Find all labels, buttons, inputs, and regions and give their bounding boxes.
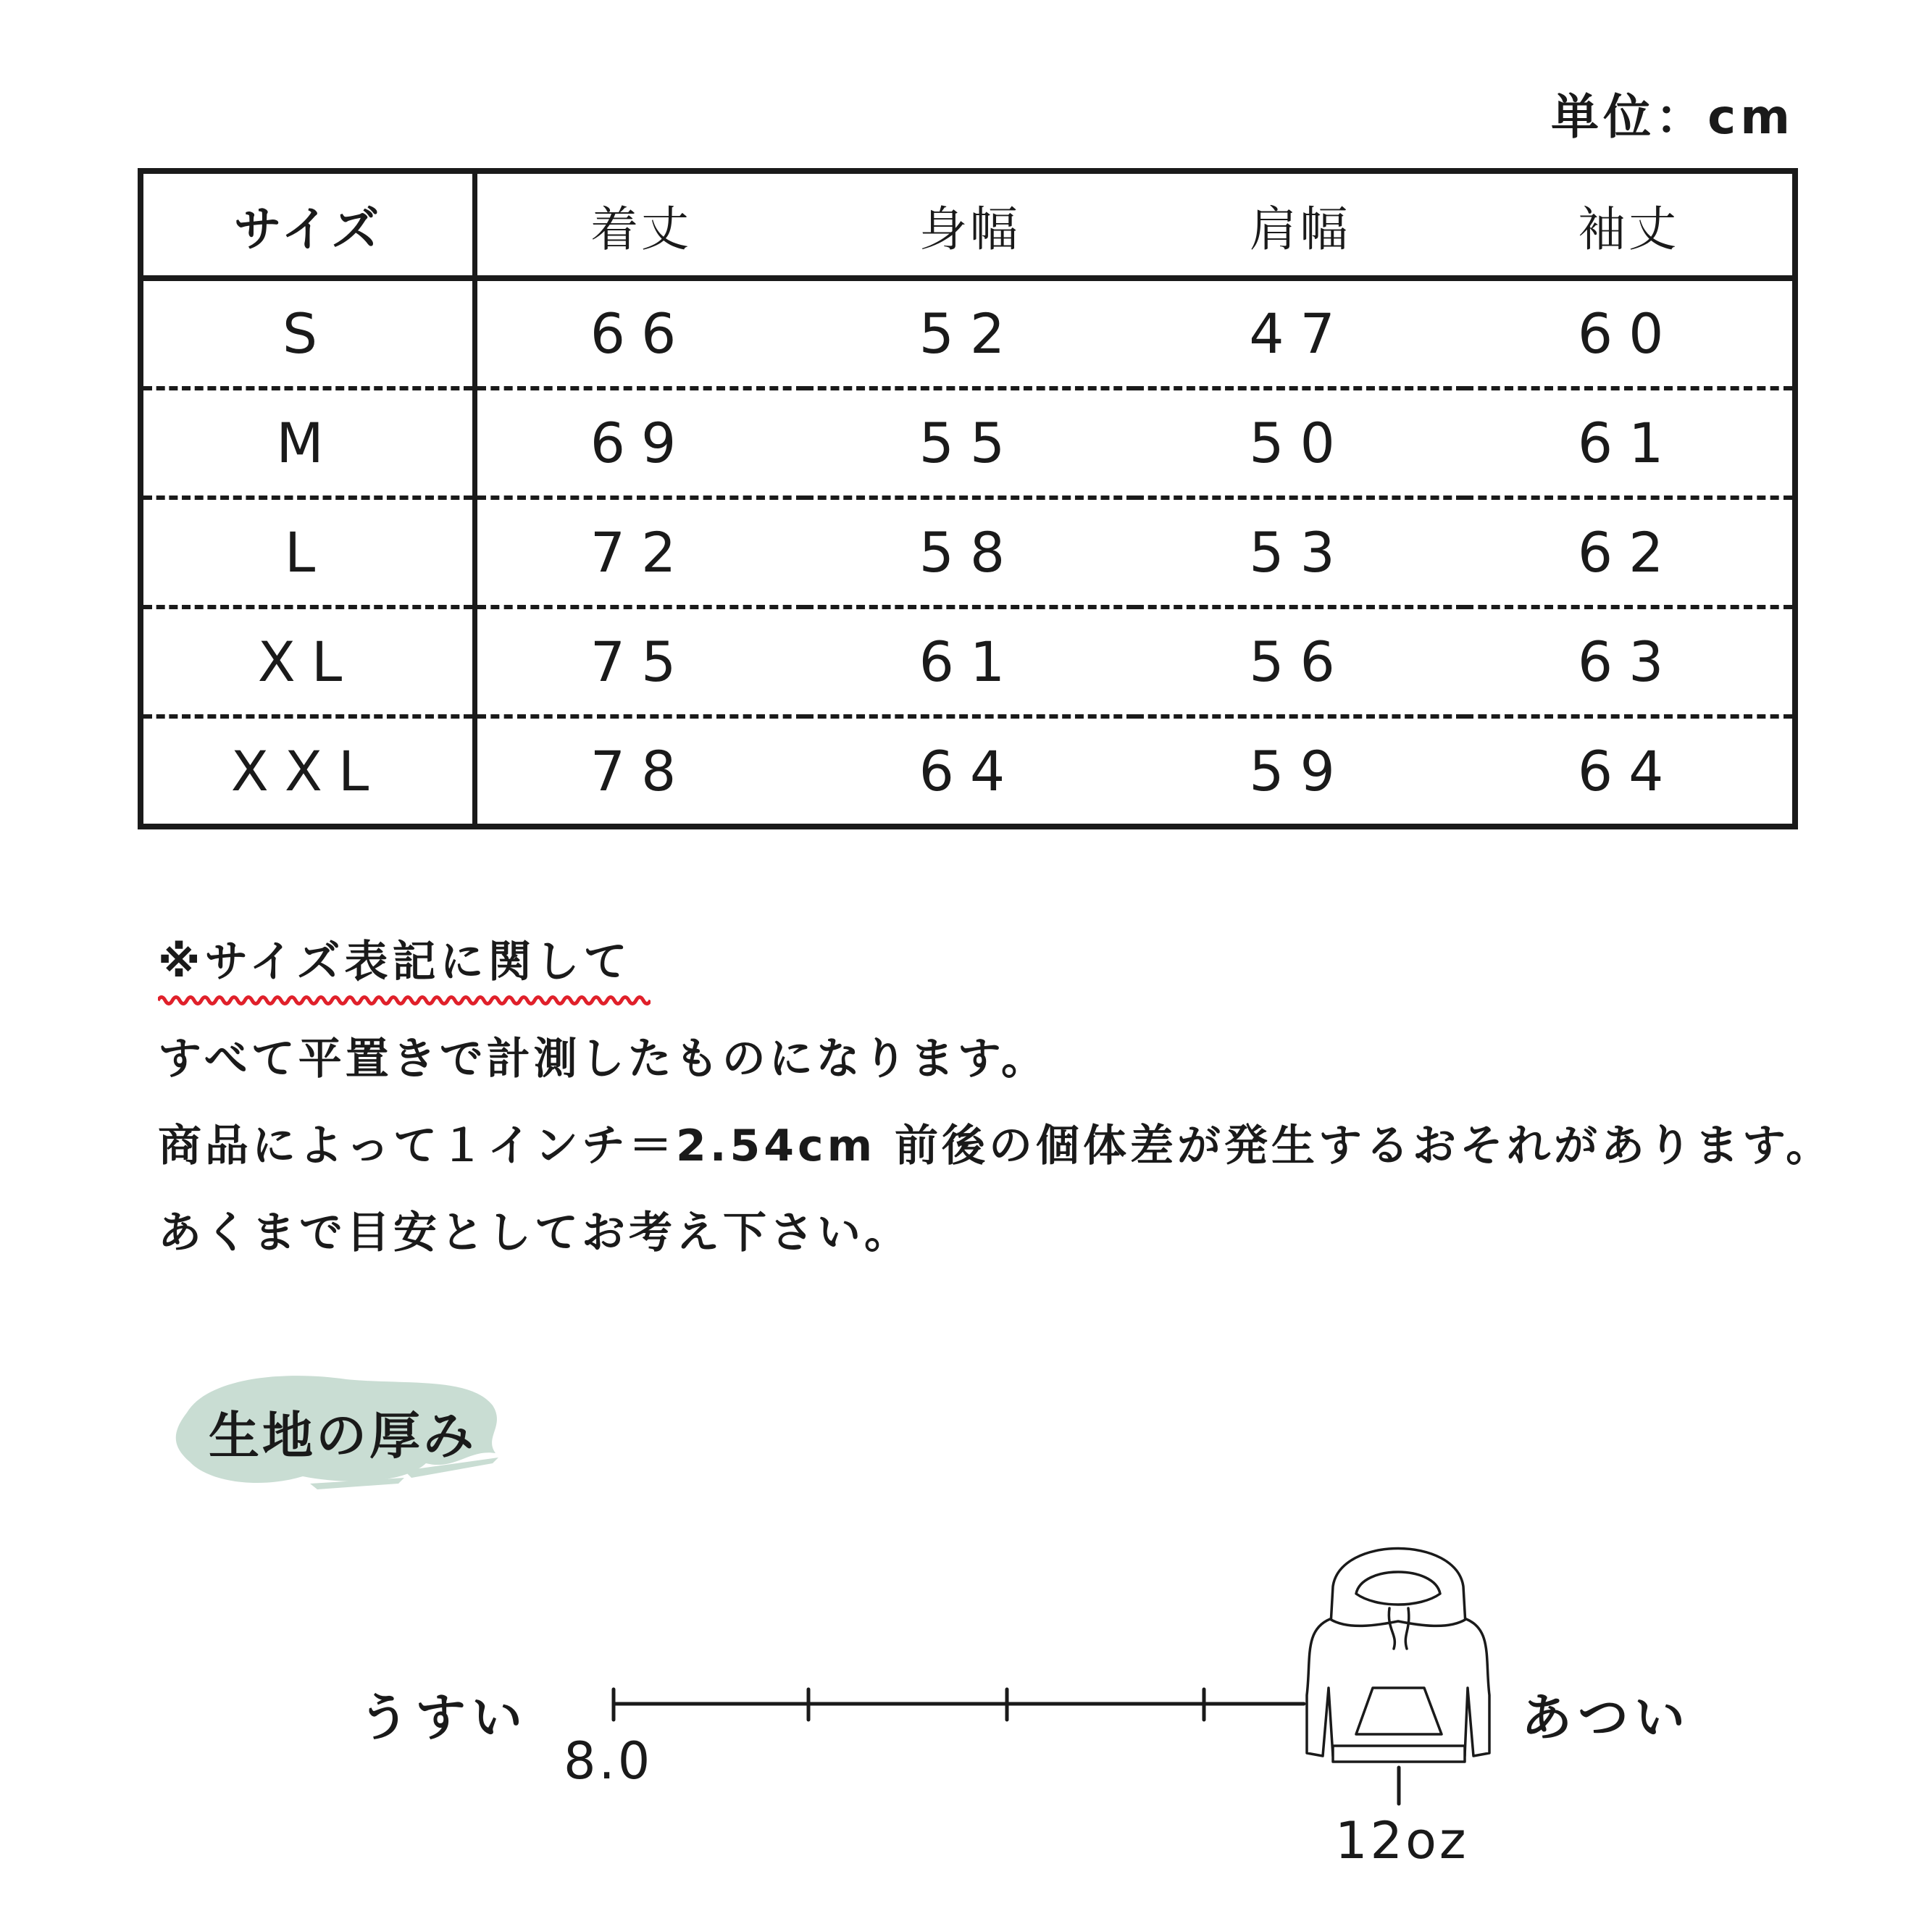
cell-length: 69 [475,388,806,498]
header-length: 着丈 [475,171,806,278]
scale-start-value: 8.0 [564,1731,653,1791]
cell-shoulder-width: 56 [1135,607,1465,716]
header-size: サイズ [141,171,475,278]
cell-sleeve-length: 62 [1465,498,1795,607]
cell-shoulder-width: 59 [1135,716,1465,827]
thickness-title: 生地の厚み [209,1406,477,1465]
cell-sleeve-length: 61 [1465,388,1795,498]
cell-size: XL [141,607,475,716]
cell-body-width: 58 [805,498,1135,607]
note-line: あくまで目安としてお考え下さい。 [158,1208,911,1258]
cell-shoulder-width: 50 [1135,388,1465,498]
cell-size: M [141,388,475,498]
header-sleeve-length: 袖丈 [1465,171,1795,278]
cell-sleeve-length: 63 [1465,607,1795,716]
cell-shoulder-width: 47 [1249,301,1351,366]
note-line: 商品によって１インチ＝2.54cm 前後の個体差が発生するおそれがあります。 [158,1121,1833,1171]
cell-sleeve-length: 60 [1577,301,1680,366]
cell-size: XXL [141,716,475,827]
cell-sleeve-length: 64 [1465,716,1795,827]
note-line: すべて平置きで計測したものになります。 [158,1034,1048,1084]
cell-body-width: 61 [805,607,1135,716]
cell-size: S [141,278,475,388]
note-heading-text: ※サイズ表記に関して [158,937,632,987]
unit-label: 単位：cm [1551,89,1794,145]
thin-label: うすい [359,1688,528,1747]
cell-length: 66 [590,301,693,366]
thick-label: あつい [1521,1688,1691,1747]
cell-body-width: 64 [805,716,1135,827]
cell-shoulder-width: 53 [1135,498,1465,607]
cell-body-width: 52 [919,301,1021,366]
header-shoulder-width: 肩幅 [1135,171,1465,278]
cell-body-width: 55 [805,388,1135,498]
marker-value: 12oz [1335,1811,1469,1870]
cell-length: 78 [475,716,806,827]
header-body-width: 身幅 [805,171,1135,278]
cell-length: 72 [475,498,806,607]
hoodie-icon [1307,1549,1489,1762]
cell-size: L [141,498,475,607]
cell-length: 75 [475,607,806,716]
